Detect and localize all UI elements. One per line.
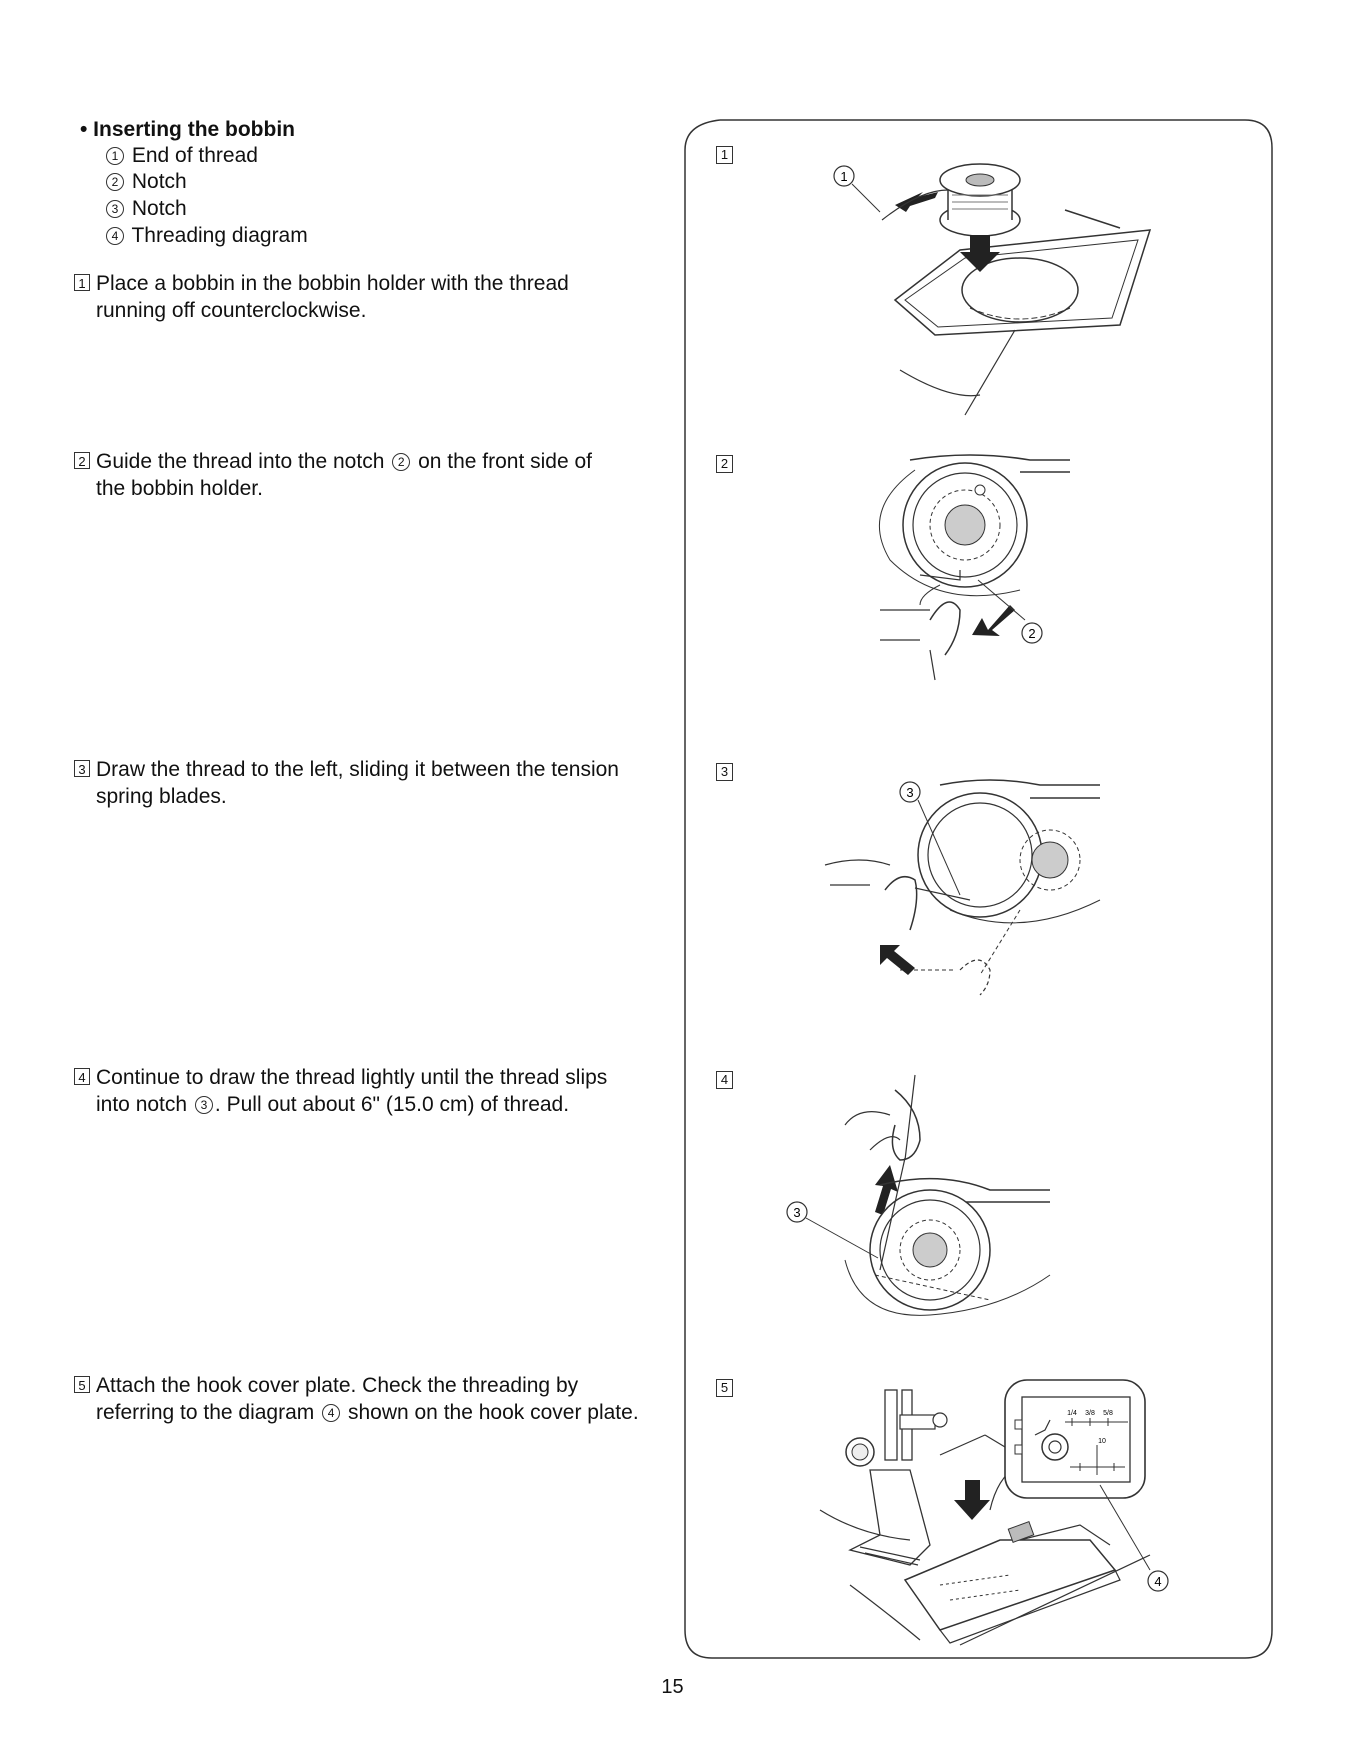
- legend-text: Notch: [131, 170, 187, 193]
- figure-number: 3: [716, 763, 733, 781]
- legend-text: Notch: [131, 197, 187, 220]
- step-line: running off counterclockwise.: [96, 299, 367, 322]
- step-line: the bobbin holder.: [96, 477, 263, 500]
- step-line: Place a bobbin in the bobbin holder with the thread: [96, 272, 569, 295]
- step-line: Guide the thread into the notch 2 on the front side of: [96, 450, 593, 473]
- reference-number: 3: [195, 1096, 213, 1114]
- figure-2-notch: [860, 450, 1100, 690]
- figure-1-bobbin-insert: [820, 150, 1180, 430]
- figure-number: 1: [716, 146, 733, 164]
- step-line: Attach the hook cover plate. Check the threading by: [96, 1374, 579, 1397]
- callout-number: 3: [906, 785, 914, 800]
- scale-label: 10: [1098, 1438, 1106, 1445]
- legend-number: 2: [106, 173, 124, 191]
- legend-number: 4: [106, 227, 124, 245]
- callout-number: 1: [840, 169, 848, 184]
- figure-number: 2: [716, 455, 733, 473]
- step-line: into notch 3 . Pull out about 6" (15.0 cm) of thread.: [96, 1093, 570, 1116]
- step-number: 3: [74, 760, 90, 777]
- callout-number: 2: [1028, 626, 1036, 641]
- step-number: 2: [74, 452, 90, 469]
- figure-number: 5: [716, 1379, 733, 1397]
- step-line: spring blades.: [96, 785, 227, 808]
- reference-number: 2: [392, 453, 410, 471]
- step-number: 4: [74, 1068, 90, 1085]
- step-line: referring to the diagram 4 shown on the hook cover plate.: [96, 1401, 639, 1424]
- legend-number: 3: [106, 200, 124, 218]
- callout-number: 3: [793, 1205, 801, 1220]
- scale-label: 5/8: [1103, 1410, 1113, 1417]
- reference-number: 4: [322, 1404, 340, 1422]
- step-number: 5: [74, 1376, 90, 1393]
- step-line: Continue to draw the thread lightly until the thread slips: [96, 1066, 608, 1089]
- legend-text: End of thread: [131, 144, 258, 167]
- legend-text: Threading diagram: [131, 224, 308, 247]
- scale-label: 3/8: [1085, 1410, 1095, 1417]
- figure-5-cover-plate: [810, 1375, 1170, 1655]
- figure-4-pull-thread: [780, 1070, 1080, 1320]
- figure-3-tension-spring: [820, 770, 1120, 1010]
- legend-number: 1: [106, 147, 124, 165]
- section-heading: • Inserting the bobbin: [80, 118, 296, 141]
- scale-label: 1/4: [1067, 1410, 1077, 1417]
- page-number: 15: [661, 1676, 684, 1698]
- step-number: 1: [74, 274, 90, 291]
- callout-number: 4: [1154, 1574, 1162, 1589]
- step-line: Draw the thread to the left, sliding it between the tension: [96, 758, 619, 781]
- figure-number: 4: [716, 1071, 733, 1089]
